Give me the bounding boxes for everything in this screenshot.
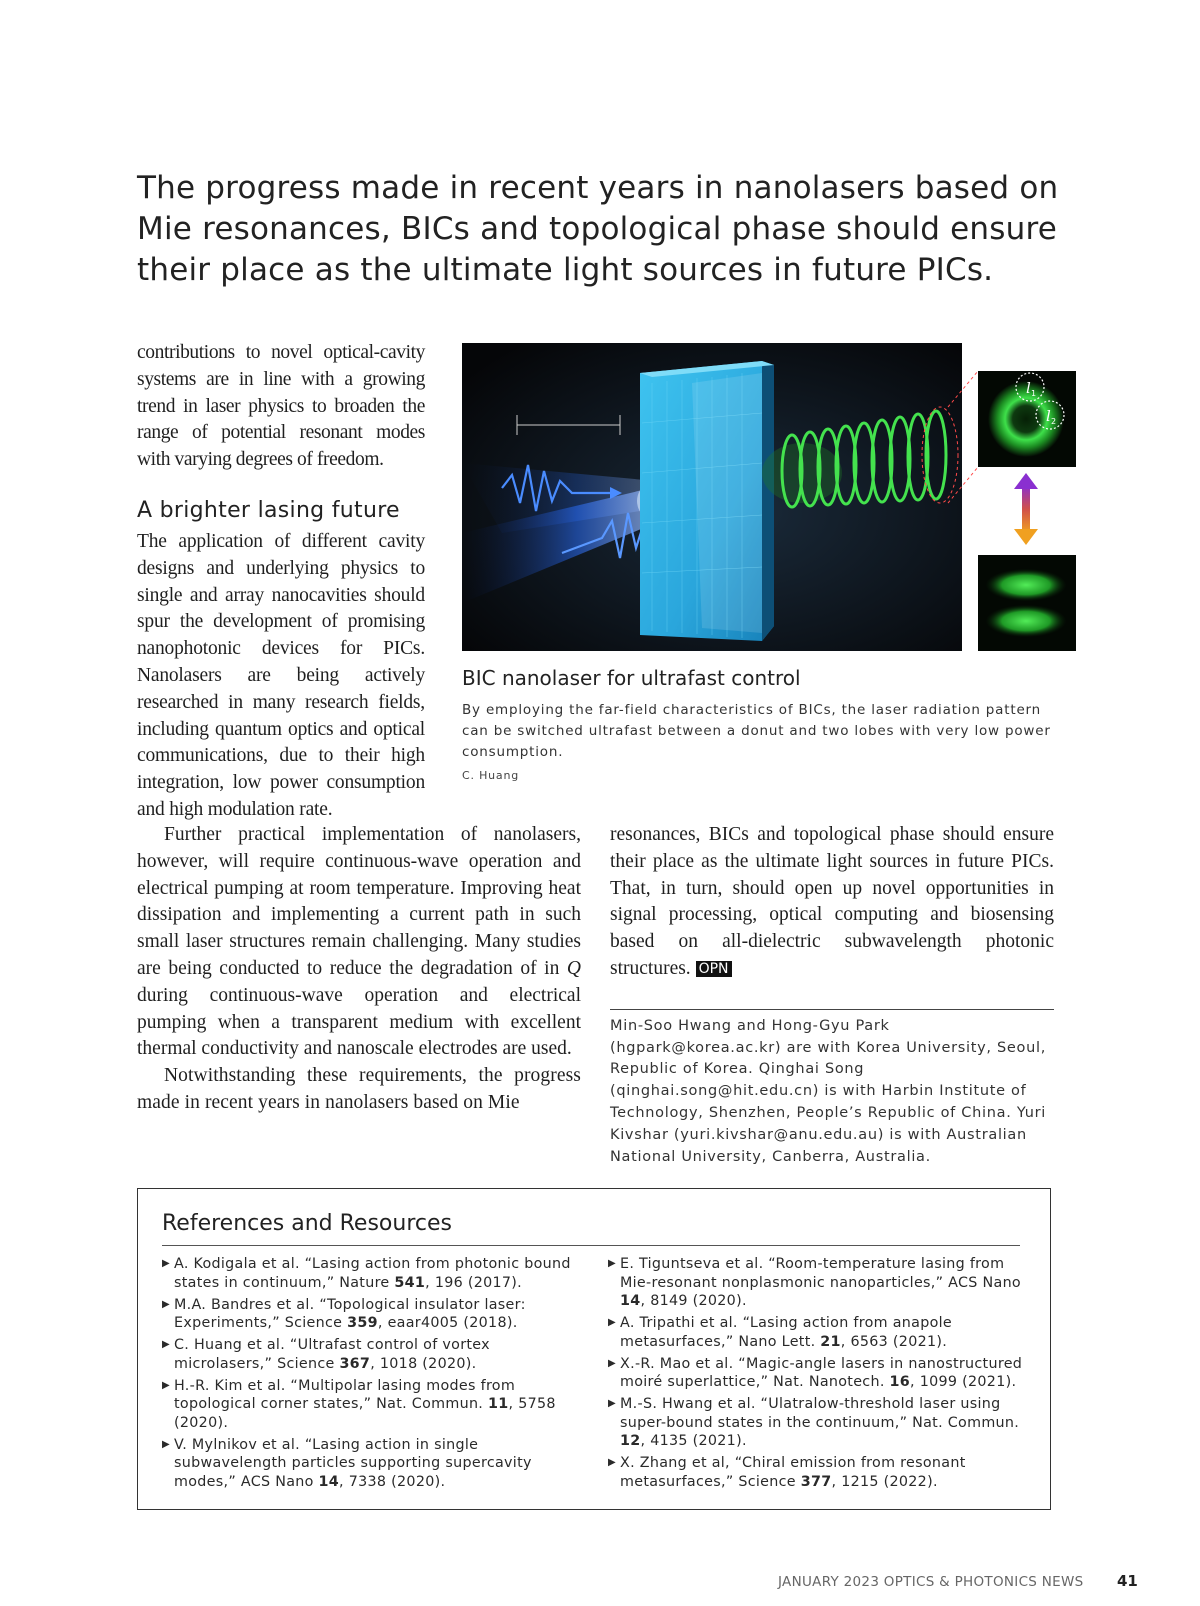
bullet-triangle-icon: ▶ — [608, 1398, 616, 1409]
bullet-triangle-icon: ▶ — [608, 1317, 616, 1328]
reference-volume: 14 — [318, 1473, 340, 1490]
reference-pages-year: , 1018 (2020). — [370, 1355, 477, 1372]
references-left-column — [162, 1255, 580, 1495]
left-column-top — [137, 340, 425, 824]
closing-paragraph-text: resonances, BICs and topological phase should ensure their place as the ultimate light sources in future PICs. That, in turn, should open up novel opportunities in signal processing, optical computing and biosensing based on all-dielectric subwavelength photonic structures. — [610, 824, 1054, 979]
reference-item — [608, 1314, 1026, 1351]
reference-text: E. Tiguntseva et al. “Room-temperature lasing from Mie-resonant nonplasmonic nanoparticles,” ACS Nano — [620, 1256, 1021, 1291]
intro-paragraph: contributions to novel optical-cavity systems are in line with a growing trend in laser physics to broaden the range of potential resonant modes with varying degrees of freedom. — [137, 342, 425, 471]
reference-pages-year: , 1099 (2021). — [910, 1374, 1017, 1390]
reference-item — [608, 1255, 1026, 1311]
figure-illustration — [462, 343, 1076, 651]
reference-pages-year: , 1215 (2022). — [831, 1473, 938, 1490]
reference-text: V. Mylnikov et al. “Lasing action in single subwavelength particles supporting supercavity modes,” ACS Nano — [174, 1436, 532, 1490]
body-paragraph-1 — [137, 822, 581, 1063]
q-factor-symbol: Q — [566, 957, 581, 979]
reference-volume: 367 — [339, 1355, 371, 1372]
reference-pages-year: , eaar4005 (2018). — [377, 1315, 518, 1331]
reference-pages-year: , 196 (2017). — [425, 1274, 523, 1291]
closing-paragraph — [610, 822, 1054, 983]
reference-text: X.-R. Mao et al. “Magic-angle lasers in nanostructured moiré superlattice,” Nat. Nanotech. — [620, 1355, 1023, 1390]
reference-pages-year: , 5758 (2020). — [174, 1396, 556, 1431]
reference-item — [162, 1436, 580, 1492]
reference-text: M.-S. Hwang et al. “Ulatralow-threshold laser using super-bound states in the continuum,” Nat. Commun. — [620, 1396, 1020, 1431]
image-credit: C. Huang — [462, 769, 520, 782]
page-number: 41 — [1117, 1572, 1138, 1590]
section-subhead: A brighter lasing future — [137, 497, 400, 523]
label-l1: l — [1026, 379, 1031, 397]
paragraph-1-text: Further practical implementation of nanolasers, however, will require continuous-wave operation and electrical pumping at room temperature. Improving heat dissipation and implementing a current path in such small laser structures remain challenging. Many studies are being conducted to reduce the degradation of in — [137, 824, 581, 979]
bullet-triangle-icon: ▶ — [162, 1339, 170, 1350]
bullet-triangle-icon: ▶ — [162, 1438, 170, 1450]
reference-text: A. Tripathi et al. “Lasing action from anapole metasurfaces,” Nano Lett. — [620, 1315, 953, 1350]
references-title: References and Resources — [162, 1211, 452, 1236]
label-l2: l — [1046, 407, 1051, 425]
author-bio-block — [610, 1009, 1054, 1169]
references-right-column — [608, 1255, 1026, 1495]
right-column — [610, 822, 1054, 1168]
bullet-triangle-icon: ▶ — [608, 1258, 616, 1269]
reference-volume: 377 — [800, 1473, 832, 1490]
figure-caption — [462, 666, 1062, 782]
reference-item — [162, 1255, 580, 1292]
reference-item — [608, 1395, 1026, 1451]
pull-quote: The progress made in recent years in nanolasers based on Mie resonances, BICs and topological phase should ensure their place as the ultimate light sources in future PICs. — [137, 170, 1059, 288]
reference-item — [162, 1336, 580, 1373]
bullet-triangle-icon: ▶ — [608, 1357, 616, 1369]
opn-end-mark: OPN — [696, 961, 732, 977]
references-box — [137, 1188, 1051, 1510]
reference-text: A. Kodigala et al. “Lasing action from photonic bound states in continuum,” Nature — [174, 1256, 571, 1291]
reference-item — [162, 1296, 580, 1333]
reference-item — [608, 1454, 1026, 1491]
author-bio: Min-Soo Hwang and Hong-Gyu Park (hgpark@korea.ac.kr) are with Korea University, Seoul, Republic of Korea. Qinghai Song (qinghai.song@hit.edu.cn) is with Harbin Institute of Technology, Shenzhen, People’s Republic of China. Yuri Kivshar (yuri.kivshar@anu.edu.au) is with Australian National University, Canberra, Australia. — [610, 1017, 1047, 1165]
reference-text: C. Huang et al. “Ultrafast control of vortex microlasers,” Science — [174, 1337, 490, 1372]
reference-pages-year: , 8149 (2020). — [640, 1293, 747, 1309]
caption-body: By employing the far-field characteristics of BICs, the laser radiation pattern can be switched ultrafast between a donut and two lobes with very low power consumption. — [462, 702, 1051, 760]
reference-text: H.-R. Kim et al. “Multipolar lasing modes from topological corner states,” Nat. Commun. — [174, 1377, 516, 1412]
references-divider — [162, 1245, 1020, 1246]
reference-volume: 21 — [820, 1333, 841, 1350]
reference-item — [162, 1377, 580, 1433]
reference-volume: 16 — [889, 1374, 911, 1390]
bic-nanolaser-figure — [462, 343, 1076, 651]
reference-text: M.A. Bandres et al. “Topological insulator laser: Experiments,” Science — [174, 1296, 526, 1331]
bullet-triangle-icon: ▶ — [608, 1457, 616, 1468]
bullet-triangle-icon: ▶ — [162, 1298, 170, 1310]
caption-title: BIC nanolaser for ultrafast control — [462, 666, 801, 690]
reference-volume: 359 — [347, 1315, 378, 1331]
body-paragraph-2: Notwithstanding these requirements, the progress made in recent years in nanolasers based on Mie — [137, 1065, 581, 1113]
reference-volume: 541 — [394, 1274, 426, 1291]
reference-volume: 14 — [620, 1293, 641, 1309]
label-l2-subscript: 2 — [1051, 417, 1057, 426]
reference-item — [608, 1355, 1026, 1392]
bullet-triangle-icon: ▶ — [162, 1379, 170, 1391]
reference-pages-year: , 4135 (2021). — [640, 1433, 747, 1449]
reference-text: X. Zhang et al, “Chiral emission from resonant metasurfaces,” Science — [620, 1455, 966, 1490]
section-paragraph: The application of different cavity designs and underlying physics to single and array nanocavities should spur the development of promising nanophotonic devices for PICs. Nanolasers are being actively researched in many research fields, including quantum optics and optical communications, due to their high integration, low power consumption and high modulation rate. — [137, 530, 425, 820]
reference-pages-year: , 7338 (2020). — [339, 1473, 446, 1490]
paragraph-1-text-end: during continuous-wave operation and electrical pumping when a transparent medium with excellent thermal conductivity and nanoscale electrodes are used. — [137, 984, 581, 1060]
reference-pages-year: , 6563 (2021). — [840, 1333, 948, 1350]
bullet-triangle-icon: ▶ — [162, 1258, 170, 1269]
left-column-bottom — [137, 822, 581, 1117]
reference-volume: 12 — [620, 1433, 641, 1449]
label-l1-subscript: 1 — [1031, 389, 1037, 398]
reference-volume: 11 — [488, 1396, 509, 1412]
footer-issue: JANUARY 2023 OPTICS & PHOTONICS NEWS — [778, 1574, 1084, 1590]
